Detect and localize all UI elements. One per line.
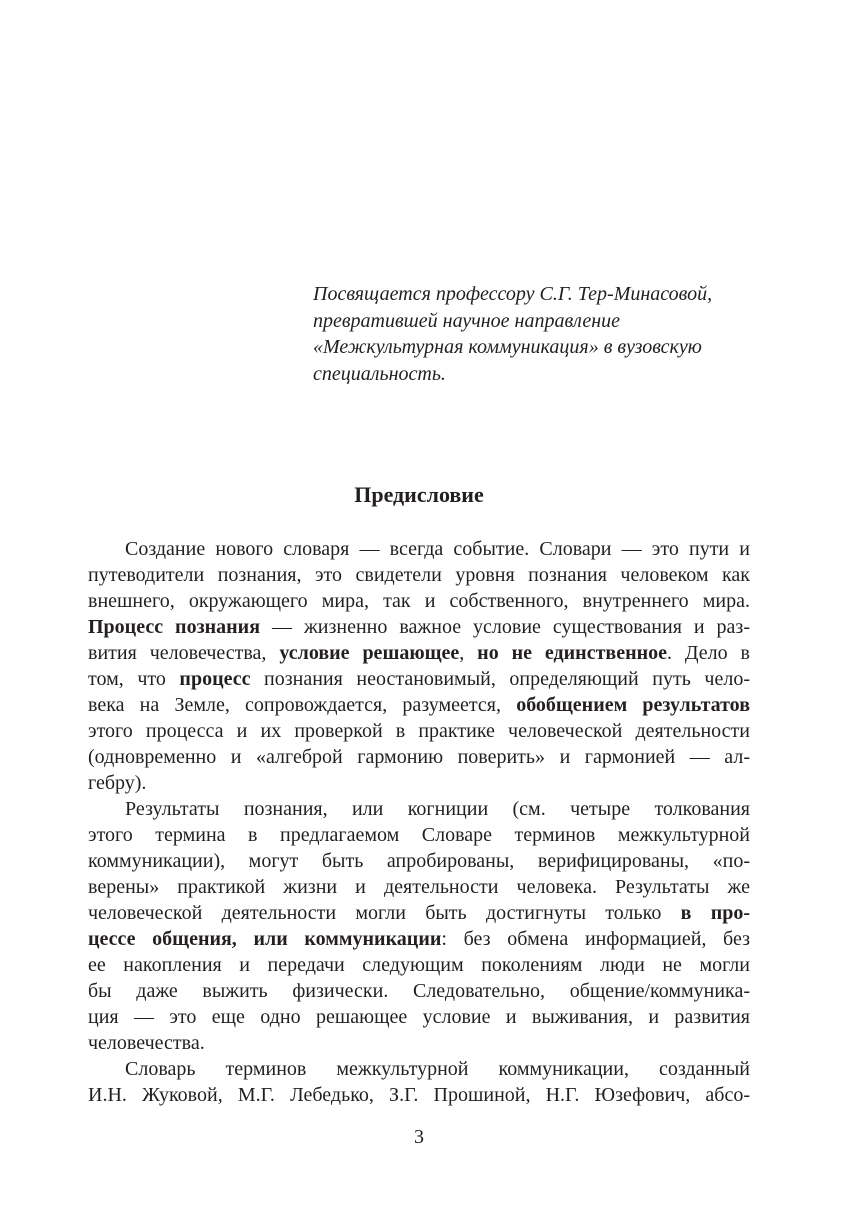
bold-term: условие решающее bbox=[279, 642, 460, 664]
dedication-line: Посвящается профессору С.Г. Тер-Минасовой, bbox=[313, 283, 713, 305]
text-line bbox=[88, 640, 750, 666]
bold-term: в про- bbox=[680, 902, 750, 924]
text-line: ция — это еще одно решающее условие и выживания, и развития bbox=[88, 1006, 750, 1028]
bold-term: обобщением результатов bbox=[516, 694, 750, 716]
text-line: внешнего, окружающего мира, так и собственного, внутреннего мира. bbox=[88, 590, 750, 612]
text-line bbox=[88, 900, 750, 926]
text-run: познания неостановимый, определяющий путь чело- bbox=[250, 668, 750, 690]
paragraph-3 bbox=[88, 1056, 750, 1108]
text-run: — жизненно важное условие существования и раз- bbox=[260, 616, 750, 638]
bold-term: но не единственное bbox=[477, 642, 667, 664]
text-line: Словарь терминов межкультурной коммуникации, созданный bbox=[125, 1058, 750, 1080]
text-run: . Дело в bbox=[667, 642, 751, 664]
text-line: бы даже выжить физически. Следовательно, общение/коммуника- bbox=[88, 980, 750, 1002]
text-line bbox=[88, 926, 750, 952]
text-line bbox=[88, 666, 750, 692]
text-line: И.Н. Жуковой, М.Г. Лебедько, З.Г. Прошиной, Н.Г. Юзефович, абсо- bbox=[88, 1084, 750, 1106]
text-line: (одновременно и «алгеброй гармонию поверить» и гармонией — ал- bbox=[88, 746, 750, 768]
text-line: гебру). bbox=[88, 772, 147, 794]
bold-term: цессе общения, или коммуникации bbox=[88, 928, 442, 950]
text-line: человечества. bbox=[88, 1032, 205, 1054]
text-line bbox=[88, 692, 750, 718]
text-line: верены» практикой жизни и деятельности человека. Результаты же bbox=[88, 876, 750, 898]
bold-term: Процесс познания bbox=[88, 616, 261, 638]
dedication-line: «Межкультурная коммуникация» в вузовскую bbox=[313, 336, 702, 358]
dedication-epigraph bbox=[313, 281, 773, 387]
page-number: 3 bbox=[414, 1126, 424, 1148]
text-line: коммуникации), могут быть апробированы, верифицированы, «по- bbox=[88, 850, 750, 872]
text-line: Создание нового словаря — всегда событие. Словари — это пути и bbox=[125, 538, 750, 560]
text-run: , bbox=[459, 642, 478, 664]
text-line: ее накопления и передачи следующим поколениям люди не могли bbox=[88, 954, 750, 976]
text-line bbox=[88, 614, 750, 640]
dedication-line: специальность. bbox=[313, 362, 446, 385]
text-run: том, что bbox=[88, 668, 180, 690]
dedication-line: превратившей научное направление bbox=[313, 309, 621, 332]
text-run: : без обмена информацией, без bbox=[441, 928, 750, 950]
text-run: человеческой деятельности могли быть достигнуты только bbox=[88, 902, 681, 924]
text-line: этого процесса и их проверкой в практике человеческой деятельности bbox=[88, 720, 750, 742]
bold-term: процесс bbox=[179, 668, 251, 690]
text-line: этого термина в предлагаемом Словаре терминов межкультурной bbox=[88, 824, 750, 846]
paragraph-1 bbox=[88, 536, 750, 796]
paragraph-2 bbox=[88, 796, 750, 1056]
section-heading: Предисловие bbox=[354, 482, 484, 507]
text-line: путеводители познания, это свидетели уровня познания человеком как bbox=[88, 564, 750, 586]
preface-body bbox=[88, 536, 750, 1108]
text-run: вития человечества, bbox=[88, 642, 280, 664]
text-line: Результаты познания, или когниции (см. четыре толкования bbox=[125, 798, 750, 820]
text-run: века на Земле, сопровождается, разумеется, bbox=[88, 694, 517, 716]
